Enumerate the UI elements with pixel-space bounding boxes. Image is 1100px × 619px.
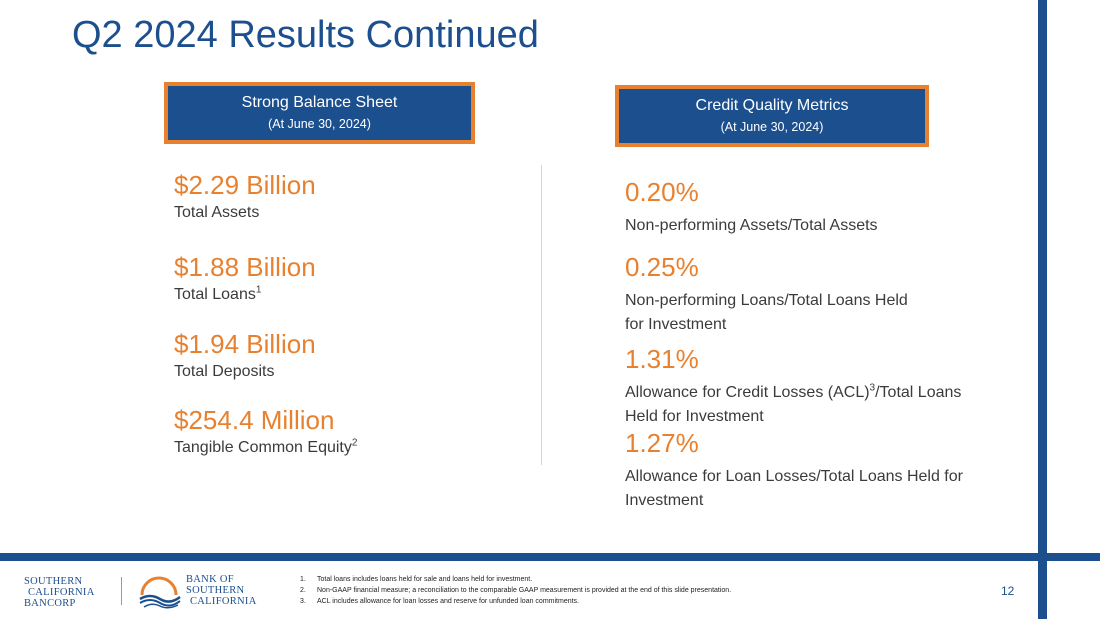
metric-value: $254.4 Million bbox=[174, 405, 335, 435]
metric-label-text: Total Loans bbox=[174, 286, 256, 303]
right-accent-bar bbox=[1038, 0, 1047, 619]
page-number: 12 bbox=[1001, 584, 1015, 598]
metric-label bbox=[174, 436, 357, 460]
southern-california-bancorp-logo bbox=[24, 576, 95, 609]
metric-value: 0.25% bbox=[625, 252, 699, 282]
metric-value: 0.20% bbox=[625, 177, 699, 207]
metric-label bbox=[174, 283, 316, 307]
footnote-text: Total loans includes loans held for sale and loans held for investment. bbox=[317, 576, 533, 583]
credit-quality-header bbox=[615, 85, 929, 147]
metric-label-text-post: /Total Loans bbox=[875, 384, 962, 401]
footnote-item bbox=[300, 585, 731, 596]
metric-total-assets bbox=[174, 170, 316, 225]
metric-acl-ratio bbox=[625, 344, 961, 429]
metric-value: $2.29 Billion bbox=[174, 170, 316, 200]
logo-line: SOUTHERN bbox=[186, 585, 245, 596]
credit-quality-header-title: Credit Quality Metrics bbox=[695, 97, 849, 114]
page-title: Q2 2024 Results Continued bbox=[72, 14, 539, 56]
footnote-ref: 2 bbox=[351, 437, 358, 449]
metric-total-loans bbox=[174, 252, 316, 307]
metric-label bbox=[625, 381, 961, 429]
metric-label-line2: Investment bbox=[625, 492, 704, 509]
metric-value: $1.88 Billion bbox=[174, 252, 316, 282]
logo-line: BANCORP bbox=[24, 598, 76, 609]
metric-all-ratio bbox=[625, 428, 963, 513]
metric-label-text: Allowance for Credit Losses (ACL) bbox=[625, 384, 870, 401]
logo-line: BANK OF bbox=[186, 574, 234, 585]
balance-sheet-header-date: (At June 30, 2024) bbox=[268, 117, 371, 131]
metric-label-line1: Non-performing Loans/Total Loans Held bbox=[625, 292, 908, 309]
metric-tangible-common-equity bbox=[174, 405, 357, 460]
footnote-number: 3. bbox=[300, 598, 306, 605]
metric-label-line2: for Investment bbox=[625, 316, 727, 333]
metric-label-line1 bbox=[625, 381, 961, 405]
footer-divider-bar bbox=[0, 553, 1100, 561]
metric-label: Total Deposits bbox=[174, 363, 275, 380]
metric-label: Non-performing Assets/Total Assets bbox=[625, 217, 878, 234]
logo-separator bbox=[121, 577, 122, 605]
footnote-number: 1. bbox=[300, 576, 306, 583]
footnote-number: 2. bbox=[300, 587, 306, 594]
footnotes bbox=[300, 574, 731, 607]
metric-value: 1.27% bbox=[625, 428, 699, 458]
logo-line: SOUTHERN bbox=[24, 576, 83, 587]
metric-npa-ratio bbox=[625, 177, 878, 238]
metric-label bbox=[625, 465, 963, 513]
credit-quality-header-date: (At June 30, 2024) bbox=[720, 120, 824, 134]
footnote-item bbox=[300, 574, 731, 585]
footnote-text: ACL includes allowance for loan losses and reserve for unfunded loan commitments. bbox=[317, 598, 579, 605]
metric-label-text: Tangible Common Equity bbox=[174, 439, 352, 456]
metric-value: $1.94 Billion bbox=[174, 329, 316, 359]
logo-line: CALIFORNIA bbox=[28, 587, 95, 598]
metric-label-line1: Allowance for Loan Losses/Total Loans Held for bbox=[625, 468, 963, 485]
bank-of-southern-california-logo bbox=[186, 574, 257, 607]
footnote-ref: 3 bbox=[869, 382, 876, 394]
metric-label-line2: Held for Investment bbox=[625, 408, 764, 425]
metric-npl-ratio bbox=[625, 252, 908, 337]
metric-value: 1.31% bbox=[625, 344, 699, 374]
footnote-ref: 1 bbox=[255, 284, 262, 296]
column-divider bbox=[541, 165, 542, 465]
balance-sheet-header-title: Strong Balance Sheet bbox=[241, 94, 398, 111]
footnote-item bbox=[300, 596, 731, 607]
footnote-text: Non-GAAP financial measure; a reconciliation to the comparable GAAP measurement is provided at the end of this slide presentation. bbox=[317, 587, 732, 594]
metric-total-deposits bbox=[174, 329, 316, 384]
balance-sheet-header bbox=[164, 82, 475, 144]
metric-label bbox=[625, 289, 908, 337]
bank-emblem-icon bbox=[136, 573, 182, 609]
logo-line: CALIFORNIA bbox=[190, 596, 257, 607]
metric-label: Total Assets bbox=[174, 204, 260, 221]
